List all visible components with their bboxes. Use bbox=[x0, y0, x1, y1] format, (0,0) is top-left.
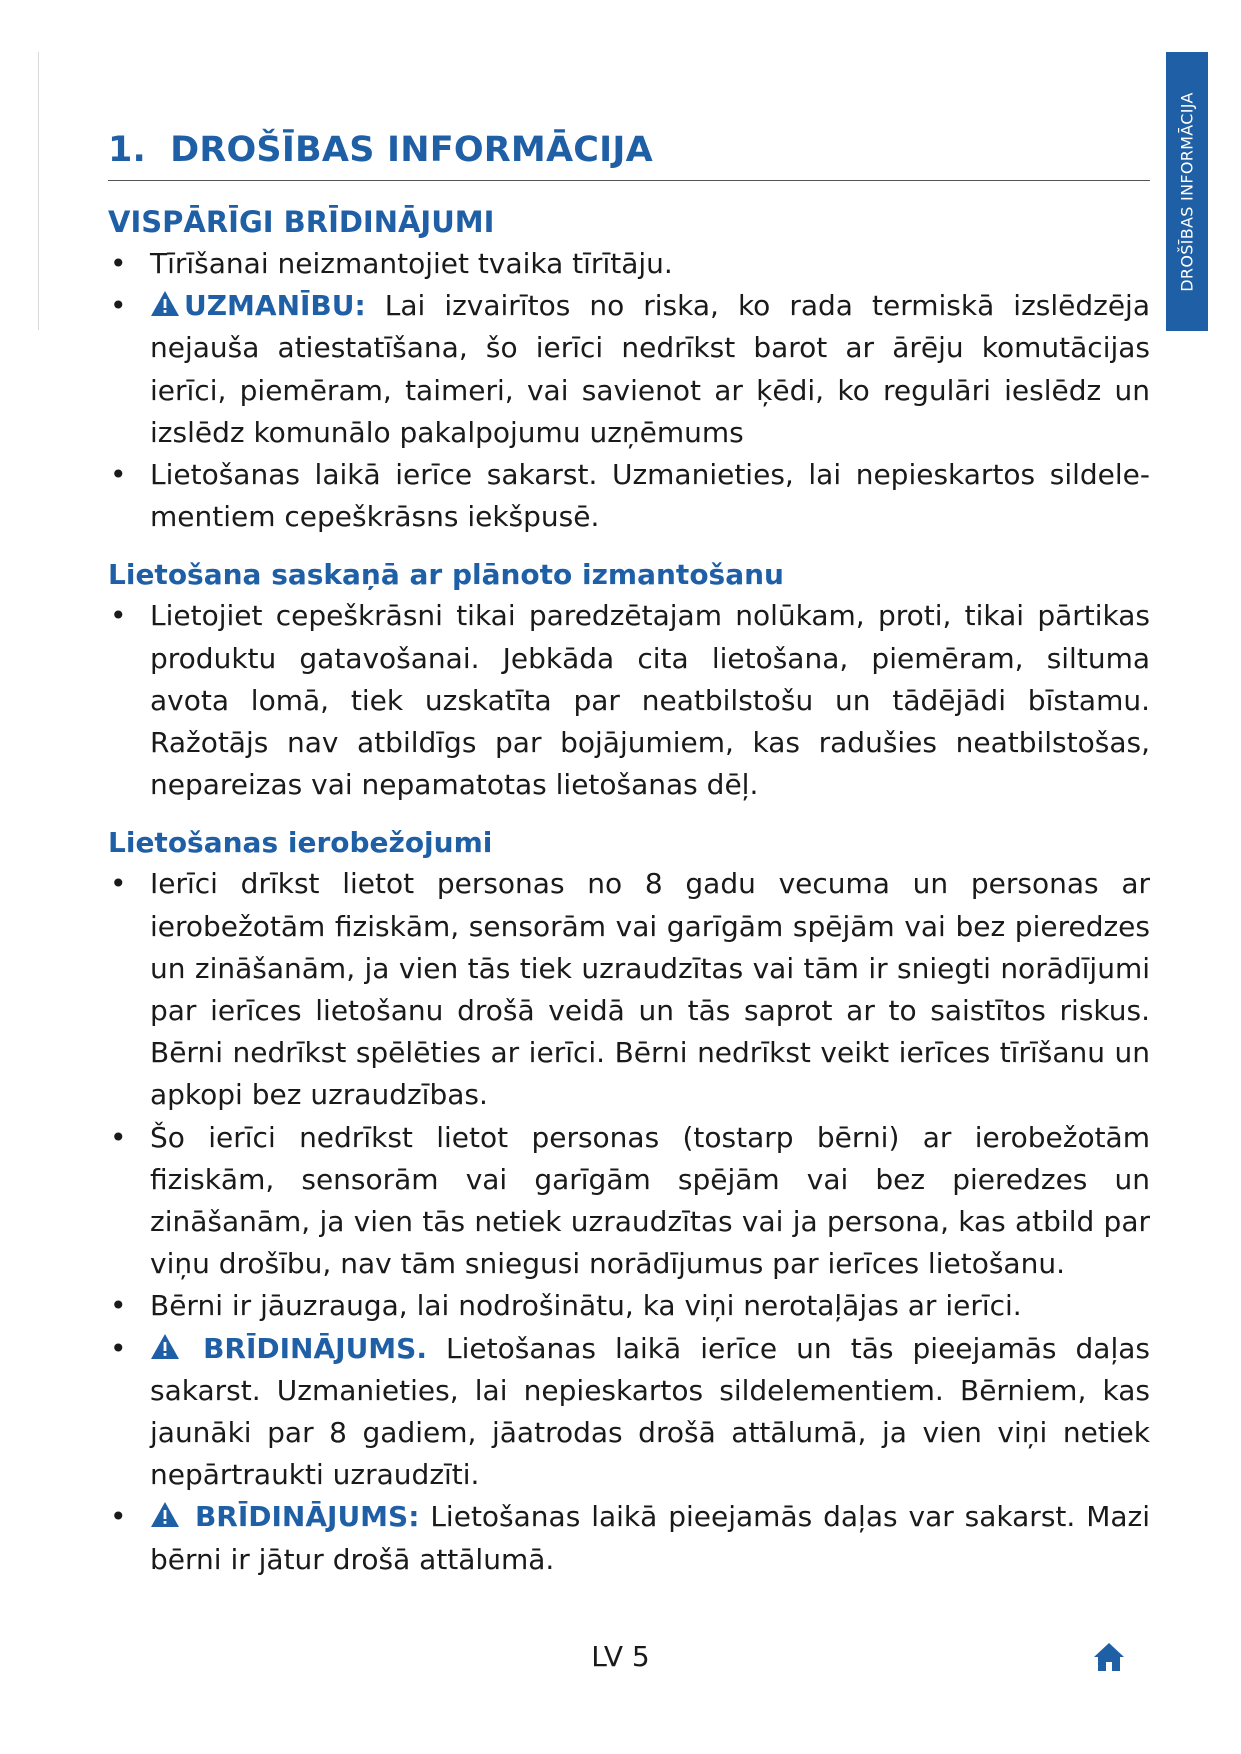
page-number: LV 5 bbox=[591, 1640, 650, 1673]
restrictions-list bbox=[108, 863, 1150, 1580]
warning-label: BRĪDINĀJUMS. bbox=[203, 1331, 427, 1365]
bullet: • bbox=[110, 599, 127, 633]
general-warnings-heading: VISPĀRĪGI BRĪDINĀJUMI bbox=[108, 205, 495, 239]
warning-triangle-icon bbox=[150, 290, 180, 317]
bullet: • bbox=[110, 458, 127, 492]
list-item: • Bērni ir jāuzrauga, lai nodrošinātu, ka viņi nerotaļājas ar ierīci. bbox=[108, 1285, 1150, 1327]
list-item: • Ierīci drīkst lietot personas no 8 gadu vecuma un personas ar ierobežotām fiziskām, sensorām vai garīgām spējām vai bez pieredzes un zināšanām, ja vien tās tiek uzraudzītas vai tām ir sniegti norādījumi par ierīces lietošanu drošā veidā un tās saprot ar to saistītos riskus. Bērni nedrīkst spēlēties ar ierīci. Bērni nedrīkst veikt ierīces tīrīšanu un apkopi bez uzraudzības. bbox=[108, 863, 1150, 1116]
warning-triangle-icon bbox=[150, 1333, 180, 1360]
bullet: • bbox=[110, 289, 127, 323]
list-item: • UZMANĪBU: Lai izvairītos no riska, ko rada termiskā izslēdzēja nejauša atiestatīšana, šo ierīci nedrīkst barot ar ārēju komutācijas ierīci, piemēram, taimeri, vai savienot ar ķēdi, ko regulāri ieslēdz un izslēdz komunālo pakalpojumu uzņēmums bbox=[108, 285, 1150, 454]
intended-use-heading: Lietošana saskaņā ar plānoto izmantošanu bbox=[108, 558, 784, 592]
warning-triangle-icon bbox=[150, 1501, 180, 1528]
bullet: • bbox=[110, 247, 127, 280]
caution-label: UZMANĪBU: bbox=[184, 289, 366, 323]
list-item: • BRĪDINĀJUMS. Lietošanas laikā ierīce un tās pieejamās daļas sakarst. Uzmanieties, lai nepieskartos sildelementiem. Bērniem, kas jaunāki par 8 gadiem, jāatrodas drošā attālumā, ja vien viņi netiek nepārtraukti uzraudzīti. bbox=[108, 1328, 1150, 1497]
bullet: • bbox=[110, 1331, 127, 1365]
list-item: • BRĪDINĀJUMS: Lietošanas laikā pieejamās daļas var sakarst. Mazi bērni ir jātur drošā attālumā. bbox=[108, 1496, 1150, 1580]
page-content bbox=[108, 130, 1150, 1581]
page-title bbox=[108, 130, 1150, 181]
warning-label: BRĪDINĀJUMS: bbox=[194, 1500, 420, 1534]
section-title: DROŠĪBAS INFORMĀCIJA bbox=[170, 130, 653, 170]
section-number: 1. bbox=[108, 130, 147, 170]
intended-use-list bbox=[108, 595, 1150, 806]
general-warnings-list bbox=[108, 243, 1150, 538]
side-section-tab[interactable] bbox=[1166, 52, 1208, 331]
bullet: • bbox=[110, 1289, 127, 1323]
bullet: • bbox=[110, 1120, 127, 1154]
side-tab-label: DROŠĪBAS INFORMĀCIJA bbox=[1177, 91, 1197, 292]
list-item: • Tīrīšanai neizmantojiet tvaika tīrītāju. bbox=[108, 243, 1150, 285]
restrictions-heading: Lietošanas ierobežojumi bbox=[108, 826, 493, 860]
page-margin-line bbox=[38, 52, 39, 330]
list-item: • Lietošanas laikā ierīce sakarst. Uzmanieties, lai nepieskartos sildele-mentiem cepeškrāsns iekšpusē. bbox=[108, 454, 1150, 538]
bullet: • bbox=[110, 1500, 127, 1534]
home-icon[interactable] bbox=[1092, 1640, 1126, 1674]
bullet: • bbox=[110, 867, 127, 901]
list-item: • Lietojiet cepeškrāsni tikai paredzētajam nolūkam, proti, tikai pārtikas produktu gatavošanai. Jebkāda cita lietošana, piemēram, siltuma avota lomā, tiek uzskatīta par neatbilstošu un tādējādi bīstamu. Ražotājs nav atbildīgs par bojājumiem, kas radušies neatbilstošas, nepareizas vai nepamatotas lietošanas dēļ. bbox=[108, 595, 1150, 806]
list-item: • Šo ierīci nedrīkst lietot personas (tostarp bērni) ar ierobežotām fiziskām, sensorām vai garīgām spējām vai bez pieredzes un zināšanām, ja vien tās netiek uzraudzītas vai ja persona, kas atbild par viņu drošību, nav tām sniegusi norādījumus par ierīces lietošanu. bbox=[108, 1117, 1150, 1286]
